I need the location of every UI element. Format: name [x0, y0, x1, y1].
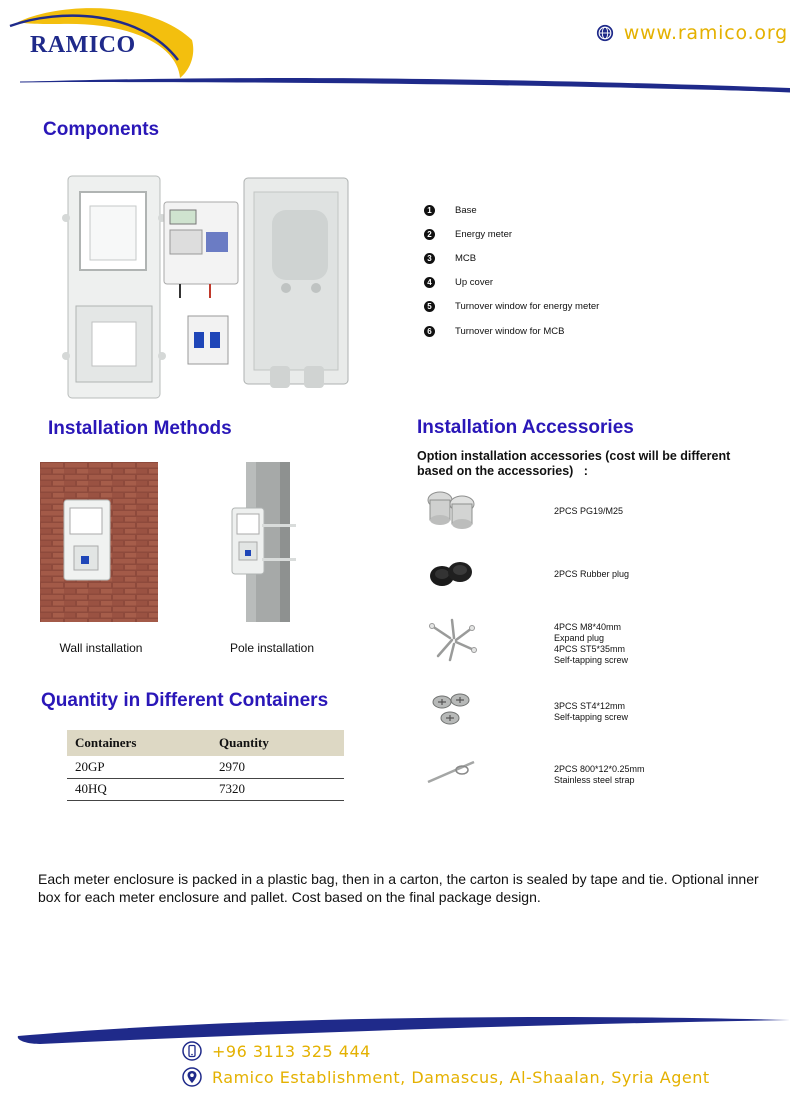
components-title: Components — [43, 119, 160, 140]
list-item — [424, 222, 599, 246]
components-list — [424, 198, 599, 343]
company-logo: RAMICO — [30, 32, 136, 58]
column-header: Quantity — [211, 730, 344, 756]
list-item — [424, 319, 599, 343]
number-badge: 6 — [424, 326, 435, 337]
table-cell: 2970 — [211, 756, 344, 778]
package-description: Each meter enclosure is packed in a plastic bag, then in a carton, the carton is sealed by tape and tie. Optional inner box for each meter enclosure and pallet. Cost based on the final package design. — [38, 871, 759, 905]
accessory-line: 2PCS Rubber plug — [554, 569, 630, 579]
component-label: Energy meter — [455, 228, 513, 240]
table-cell: 20GP — [67, 756, 211, 778]
website-link[interactable] — [596, 22, 788, 44]
accessories-intro: Option installation accessories (cost will be different based on the accessories) : — [417, 449, 731, 478]
table-cell: 40HQ — [67, 778, 211, 800]
table-row — [67, 756, 344, 778]
footer-address — [182, 1067, 710, 1087]
components-exploded-image — [60, 170, 360, 405]
accessory-line: 2PCS 800*12*0.25mm — [554, 764, 645, 774]
component-label: MCB — [455, 252, 477, 264]
accessory-line: Self-tapping screw — [554, 655, 629, 665]
steel-strap-icon — [424, 758, 478, 788]
accessory-text — [554, 701, 628, 723]
component-label: Base — [455, 204, 477, 216]
quantity-title: Quantity in Different Containers — [41, 690, 329, 711]
accessory-line: 4PCS ST5*35mm — [554, 644, 626, 654]
wall-installation-caption: Wall installation — [59, 641, 143, 655]
table-row — [67, 778, 344, 800]
table-cell: 7320 — [211, 778, 344, 800]
self-tapping-screw-icon — [428, 690, 474, 730]
accessory-line: Stainless steel strap — [554, 775, 635, 785]
component-label: Turnover window for energy meter — [455, 301, 600, 313]
installation-accessories-title: Installation Accessories — [417, 417, 634, 438]
list-item — [424, 295, 599, 319]
globe-icon — [596, 24, 614, 42]
cable-gland-icon — [424, 486, 480, 532]
component-label: Turnover window for MCB — [455, 325, 565, 337]
footer-phone[interactable] — [182, 1041, 371, 1061]
installation-methods-title: Installation Methods — [48, 418, 232, 439]
accessory-line: 4PCS M8*40mm — [554, 622, 622, 632]
address-text: Ramico Establishment, Damascus, Al-Shaalan, Syria Agent — [212, 1067, 710, 1087]
accessory-line: 3PCS ST4*12mm — [554, 701, 626, 711]
accessory-text — [554, 764, 645, 786]
pole-installation-image — [226, 462, 302, 622]
accessory-line: Self-tapping screw — [554, 712, 629, 722]
number-badge: 3 — [424, 253, 435, 264]
list-item — [424, 198, 599, 222]
list-item — [424, 271, 599, 295]
number-badge: 4 — [424, 277, 435, 288]
accessory-text — [554, 506, 623, 517]
number-badge: 1 — [424, 205, 435, 216]
column-header: Containers — [67, 730, 211, 756]
list-item — [424, 246, 599, 270]
footer-swoosh — [0, 1010, 800, 1050]
accessory-line: 2PCS PG19/M25 — [554, 506, 624, 516]
header-divider — [0, 70, 800, 95]
number-badge: 5 — [424, 301, 435, 312]
accessory-text — [554, 622, 628, 666]
phone-number[interactable]: +96 3113 325 444 — [212, 1041, 371, 1061]
wall-installation-image — [40, 462, 158, 622]
component-label: Up cover — [455, 277, 494, 289]
pole-installation-caption: Pole installation — [229, 641, 315, 655]
phone-icon — [182, 1041, 202, 1061]
page-header — [0, 0, 800, 95]
screws-expand-plug-icon — [424, 616, 480, 662]
accessory-line: Expand plug — [554, 633, 605, 643]
location-pin-icon — [182, 1067, 202, 1087]
accessory-text — [554, 569, 629, 580]
number-badge: 2 — [424, 229, 435, 240]
website-text[interactable]: www.ramico.org — [623, 22, 788, 44]
table-header-row — [67, 730, 344, 756]
rubber-plug-icon — [428, 558, 476, 590]
quantity-table — [67, 730, 344, 801]
